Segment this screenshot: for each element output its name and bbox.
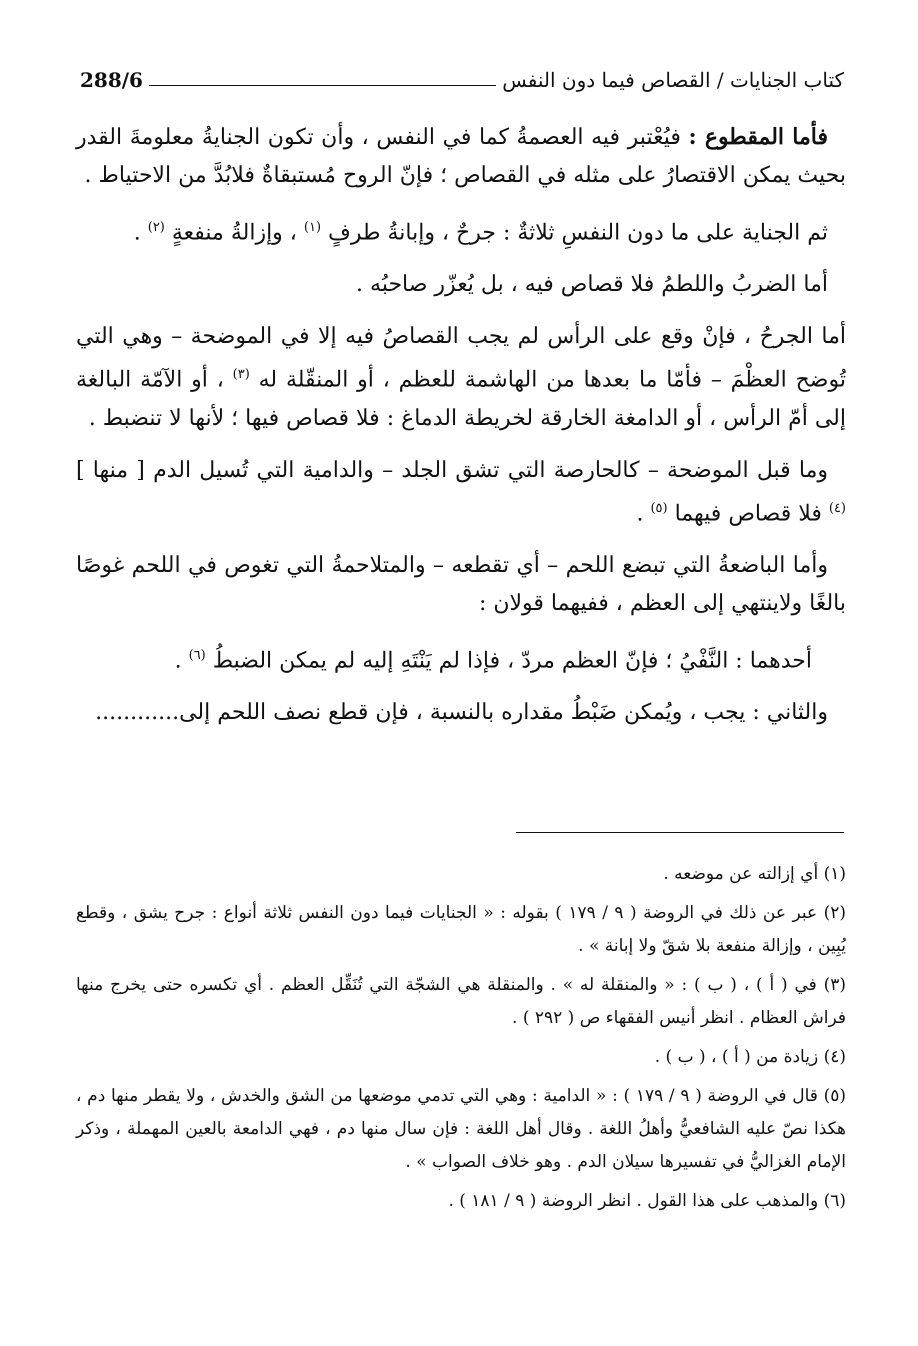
paragraph-7: [76, 637, 846, 680]
paragraph-3: أما الضربُ واللطمُ فلا قصاص فيه ، بل يُعزّر صاحبُه .: [356, 272, 828, 298]
paragraph-1-lead: فأما المقطوع :: [688, 124, 828, 150]
footnote-5: (٥) قال في الروضة ( ٩ / ١٧٩ ) : « الدامية : وهي التي تدمي موضعها من الشق والخدش ، ولا يقطر منها دم ، هكذا نصّ عليه الشافعيُّ وأهلُ اللغة . وقال أهل اللغة : فإن سال منها دم ، فهي الدامعة بالعين المهملة ، وذكر الإمام الغزاليُّ في تفسيرها سيلان الدم . وهو خلاف الصواب » .: [76, 1086, 847, 1172]
paragraph-5-end: .: [636, 500, 651, 526]
paragraph-7-a: أحدهما : النَّفْيُ ؛ فإنّ العظم مردّ ، فإذا لم يَنْتَهِ إليه لم يمكن الضبطُ: [212, 648, 812, 674]
footnote-1: (١) أي إزالته عن موضعه .: [663, 864, 846, 884]
paragraph-4-b: ، أو الآمّة البالغة إلى أمّ الرأس ، أو الدامغة الخارقة لخريطة الدماغ : فلا قصاص فيها ؛ لأنها لا تنضبط .: [76, 367, 846, 431]
footnote-4: (٤) زيادة من ( أ ) ، ( ب ) .: [654, 1047, 846, 1067]
footnote-ref-2: (٢): [147, 220, 165, 235]
footnote-ref-4: (٤): [828, 500, 846, 516]
header-rule: [149, 85, 496, 86]
footnote-ref-1: (١): [303, 220, 322, 235]
running-title: كتاب الجنايات / القصاص فيما دون النفس: [502, 68, 844, 92]
paragraph-2-end: .: [133, 220, 148, 246]
paragraph-6: وأما الباضعةُ التي تبضع اللحم – أي تقطعه – والمتلاحمةُ التي تغوص في اللحم غوصًا بالغًا ولاينتهي إلى العظم ، ففيهما قولان :: [76, 552, 846, 616]
footnote-3: (٣) في ( أ ) ، ( ب ) : « والمنقلة له » . والمنقلة هي الشجّة التي تُنَقِّل العظم . أي تكسره حتى يخرج منها فراش العظام . انظر أنيس الفقهاء ص ( ٢٩٢ ) .: [76, 975, 846, 1028]
footnotes: [76, 858, 846, 1224]
footnote-6: (٦) والمذهب على هذا القول . انظر الروضة ( ٩ / ١٨١ ) .: [448, 1191, 846, 1211]
footnote-2: (٢) عبر عن ذلك في الروضة ( ٩ / ١٧٩ ) بقوله : « الجنايات فيما دون النفس ثلاثة أنواع : جرح يشق ، وقطع يُبِين ، وإزالة منفعة بلا شقّ ولا إبانة » .: [76, 903, 846, 956]
paragraph-2: [76, 209, 846, 252]
paragraph-5-b: فلا قصاص فيهما: [674, 500, 829, 526]
paragraph-5-a: وما قبل الموضحة – كالحارصة التي تشق الجلد – والدامية التي تُسيل الدم [ منها ]: [76, 457, 828, 483]
footnote-ref-6: (٦): [188, 647, 206, 663]
paragraph-1-text: فيُعْتبر فيه العصمةُ كما في النفس ، وأن تكون الجنايةُ معلومةَ القدر بحيث يمكن الاقتصارُ على مثله في القصاص ؛ فإنّ الروح مُستبقاةٌ فلابُدَّ من الاحتياط .: [76, 125, 846, 188]
main-text: [76, 118, 846, 746]
paragraph-4: [76, 318, 846, 437]
page-header: [80, 58, 844, 92]
footnote-ref-5: (٥): [650, 500, 668, 516]
page-number: 288/6: [80, 68, 143, 92]
paragraph-4-a: أما الجرحُ ، فإنْ وقع على الرأس لم يجب القصاصُ فيه إلا في الموضحة – وهي التي تُوضح العظْمَ – فأمّا ما بعدها من الهاشمة للعظم ، أو المنقّلة له: [76, 324, 846, 393]
footnote-ref-3: (٣): [232, 367, 250, 383]
paragraph-2-text: ثم الجناية على ما دون النفسِ ثلاثةٌ : جرحٌ ، وإبانةُ طرفٍ: [328, 220, 828, 246]
paragraph-5: [76, 452, 846, 533]
footnote-divider: [516, 832, 844, 833]
paragraph-2-mid: ، وإزالةُ منفعةٍ: [171, 220, 304, 246]
paragraph-1: [76, 118, 846, 195]
paragraph-8: والثاني : يجب ، ويُمكن ضَبْطُ مقداره بالنسبة ، فإن قطع نصف اللحم إلى............: [95, 700, 828, 726]
paragraph-7-end: .: [174, 648, 189, 674]
